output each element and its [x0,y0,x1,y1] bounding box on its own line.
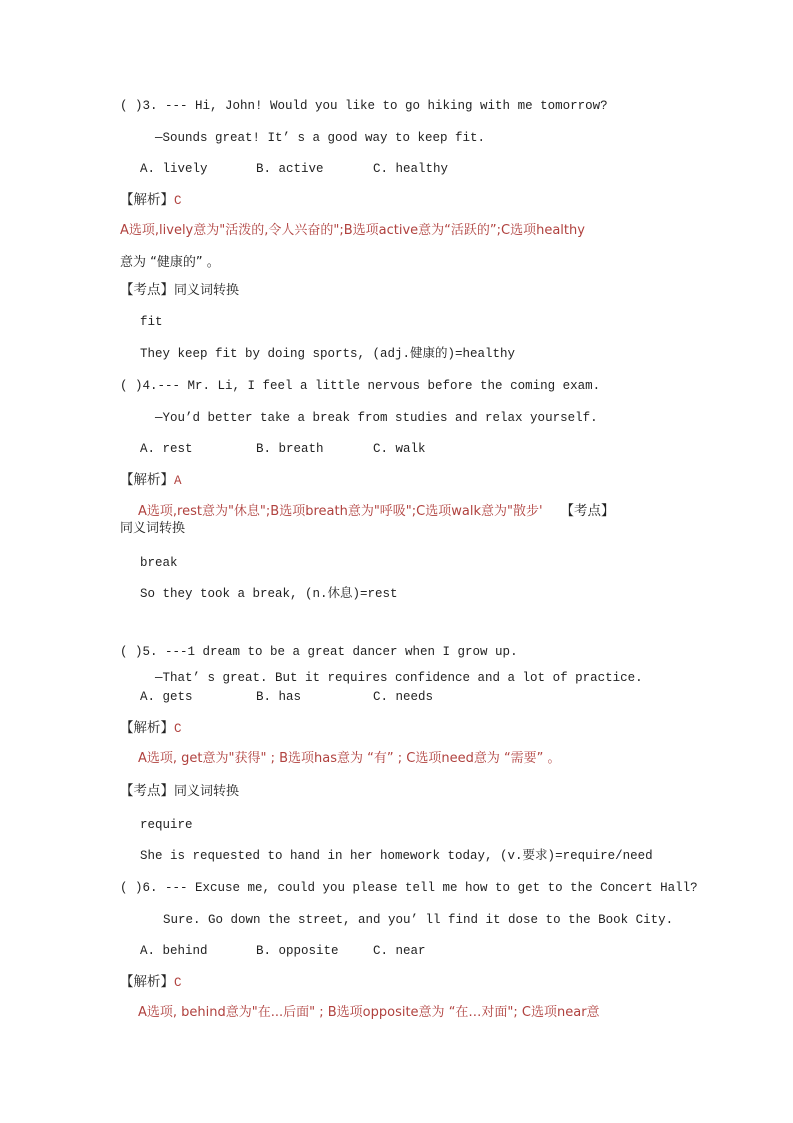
option-c: C. near [373,944,426,958]
kaodian-text: 同义词转换 [174,283,240,298]
option-b: B. breath [256,442,324,456]
question-4: ( )4.--- Mr. Li, I feel a little nervous before the coming exam. [120,379,601,393]
question-5: ( )5. ---1 dream to be a great dancer when I grow up. [120,645,518,659]
kaodian-3 [120,281,239,300]
analysis-6-text-1: A选项, behind意为"在...后面" ; B选项opposite意为 “在…对面"; C选项near意 [138,1005,600,1020]
question-4-options [140,440,426,458]
analysis-3 [120,191,182,210]
question-3-reply: —Sounds great! It’ s a good way to keep fit. [155,131,486,145]
analysis-3-text-2: 意为 “健康的” 。 [120,255,220,270]
question-4-reply: —You’d better take a break from studies and relax yourself. [155,411,598,425]
question-3-options [140,160,448,178]
option-b: B. has [256,690,302,704]
analysis-answer: C [174,194,182,208]
option-b: B. active [256,162,324,176]
analysis-label: 【解析】 [120,472,174,488]
question-6: ( )6. --- Excuse me, could you please tell me how to get to the Concert Hall? [120,881,698,895]
analysis-label: 【解析】 [120,720,174,736]
analysis-label: 【解析】 [120,192,174,208]
question-3: ( )3. --- Hi, John! Would you like to go hiking with me tomorrow? [120,99,608,113]
option-a: A. behind [140,944,208,958]
analysis-4 [120,471,182,490]
keyword-5: require [140,818,193,832]
kaodian-label: 【考点】 [120,282,174,298]
analysis-5-text-1: A选项, get意为"获得" ; B选项has意为 “有” ; C选项need意为 “需要” 。 [138,751,561,766]
option-c: C. needs [373,690,434,704]
option-b: B. opposite [256,944,339,958]
keyword-3: fit [140,315,163,329]
question-5-options [140,688,433,706]
analysis-answer: C [174,976,182,990]
analysis-3-text-1: A选项,lively意为"活泼的,令人兴奋的";B选项active意为“活跃的”;C选项healthy [120,223,585,238]
example-5: She is requested to hand in her homework today, (v.要求)=require/need [140,849,653,863]
question-6-reply: Sure. Go down the street, and you’ ll find it dose to the Book City. [163,913,674,927]
option-a: A. rest [140,442,193,456]
option-c: C. walk [373,442,426,456]
analysis-4-text: A选项,rest意为"休息";B选项breath意为"呼吸";C选项walk意为"散步' [138,504,543,519]
analysis-6 [120,973,182,992]
keyword-4: break [140,556,178,570]
analysis-answer: A [174,474,182,488]
example-3: They keep fit by doing sports, (adj.健康的)=healthy [140,347,516,361]
analysis-4-text-1 [138,502,615,521]
example-4: So they took a break, (n.休息)=rest [140,587,398,601]
kaodian-4-text: 同义词转换 [120,521,186,536]
kaodian-label: 【考点】 [120,783,174,799]
analysis-5 [120,719,182,738]
option-c: C. healthy [373,162,449,176]
analysis-answer: C [174,722,182,736]
kaodian-label: 【考点】 [560,503,615,519]
question-6-options [140,942,426,960]
option-a: A. lively [140,162,208,176]
option-a: A. gets [140,690,193,704]
kaodian-text: 同义词转换 [174,784,240,799]
kaodian-5 [120,782,239,801]
analysis-label: 【解析】 [120,974,174,990]
question-5-reply: —That’ s great. But it requires confidence and a lot of practice. [155,671,643,685]
